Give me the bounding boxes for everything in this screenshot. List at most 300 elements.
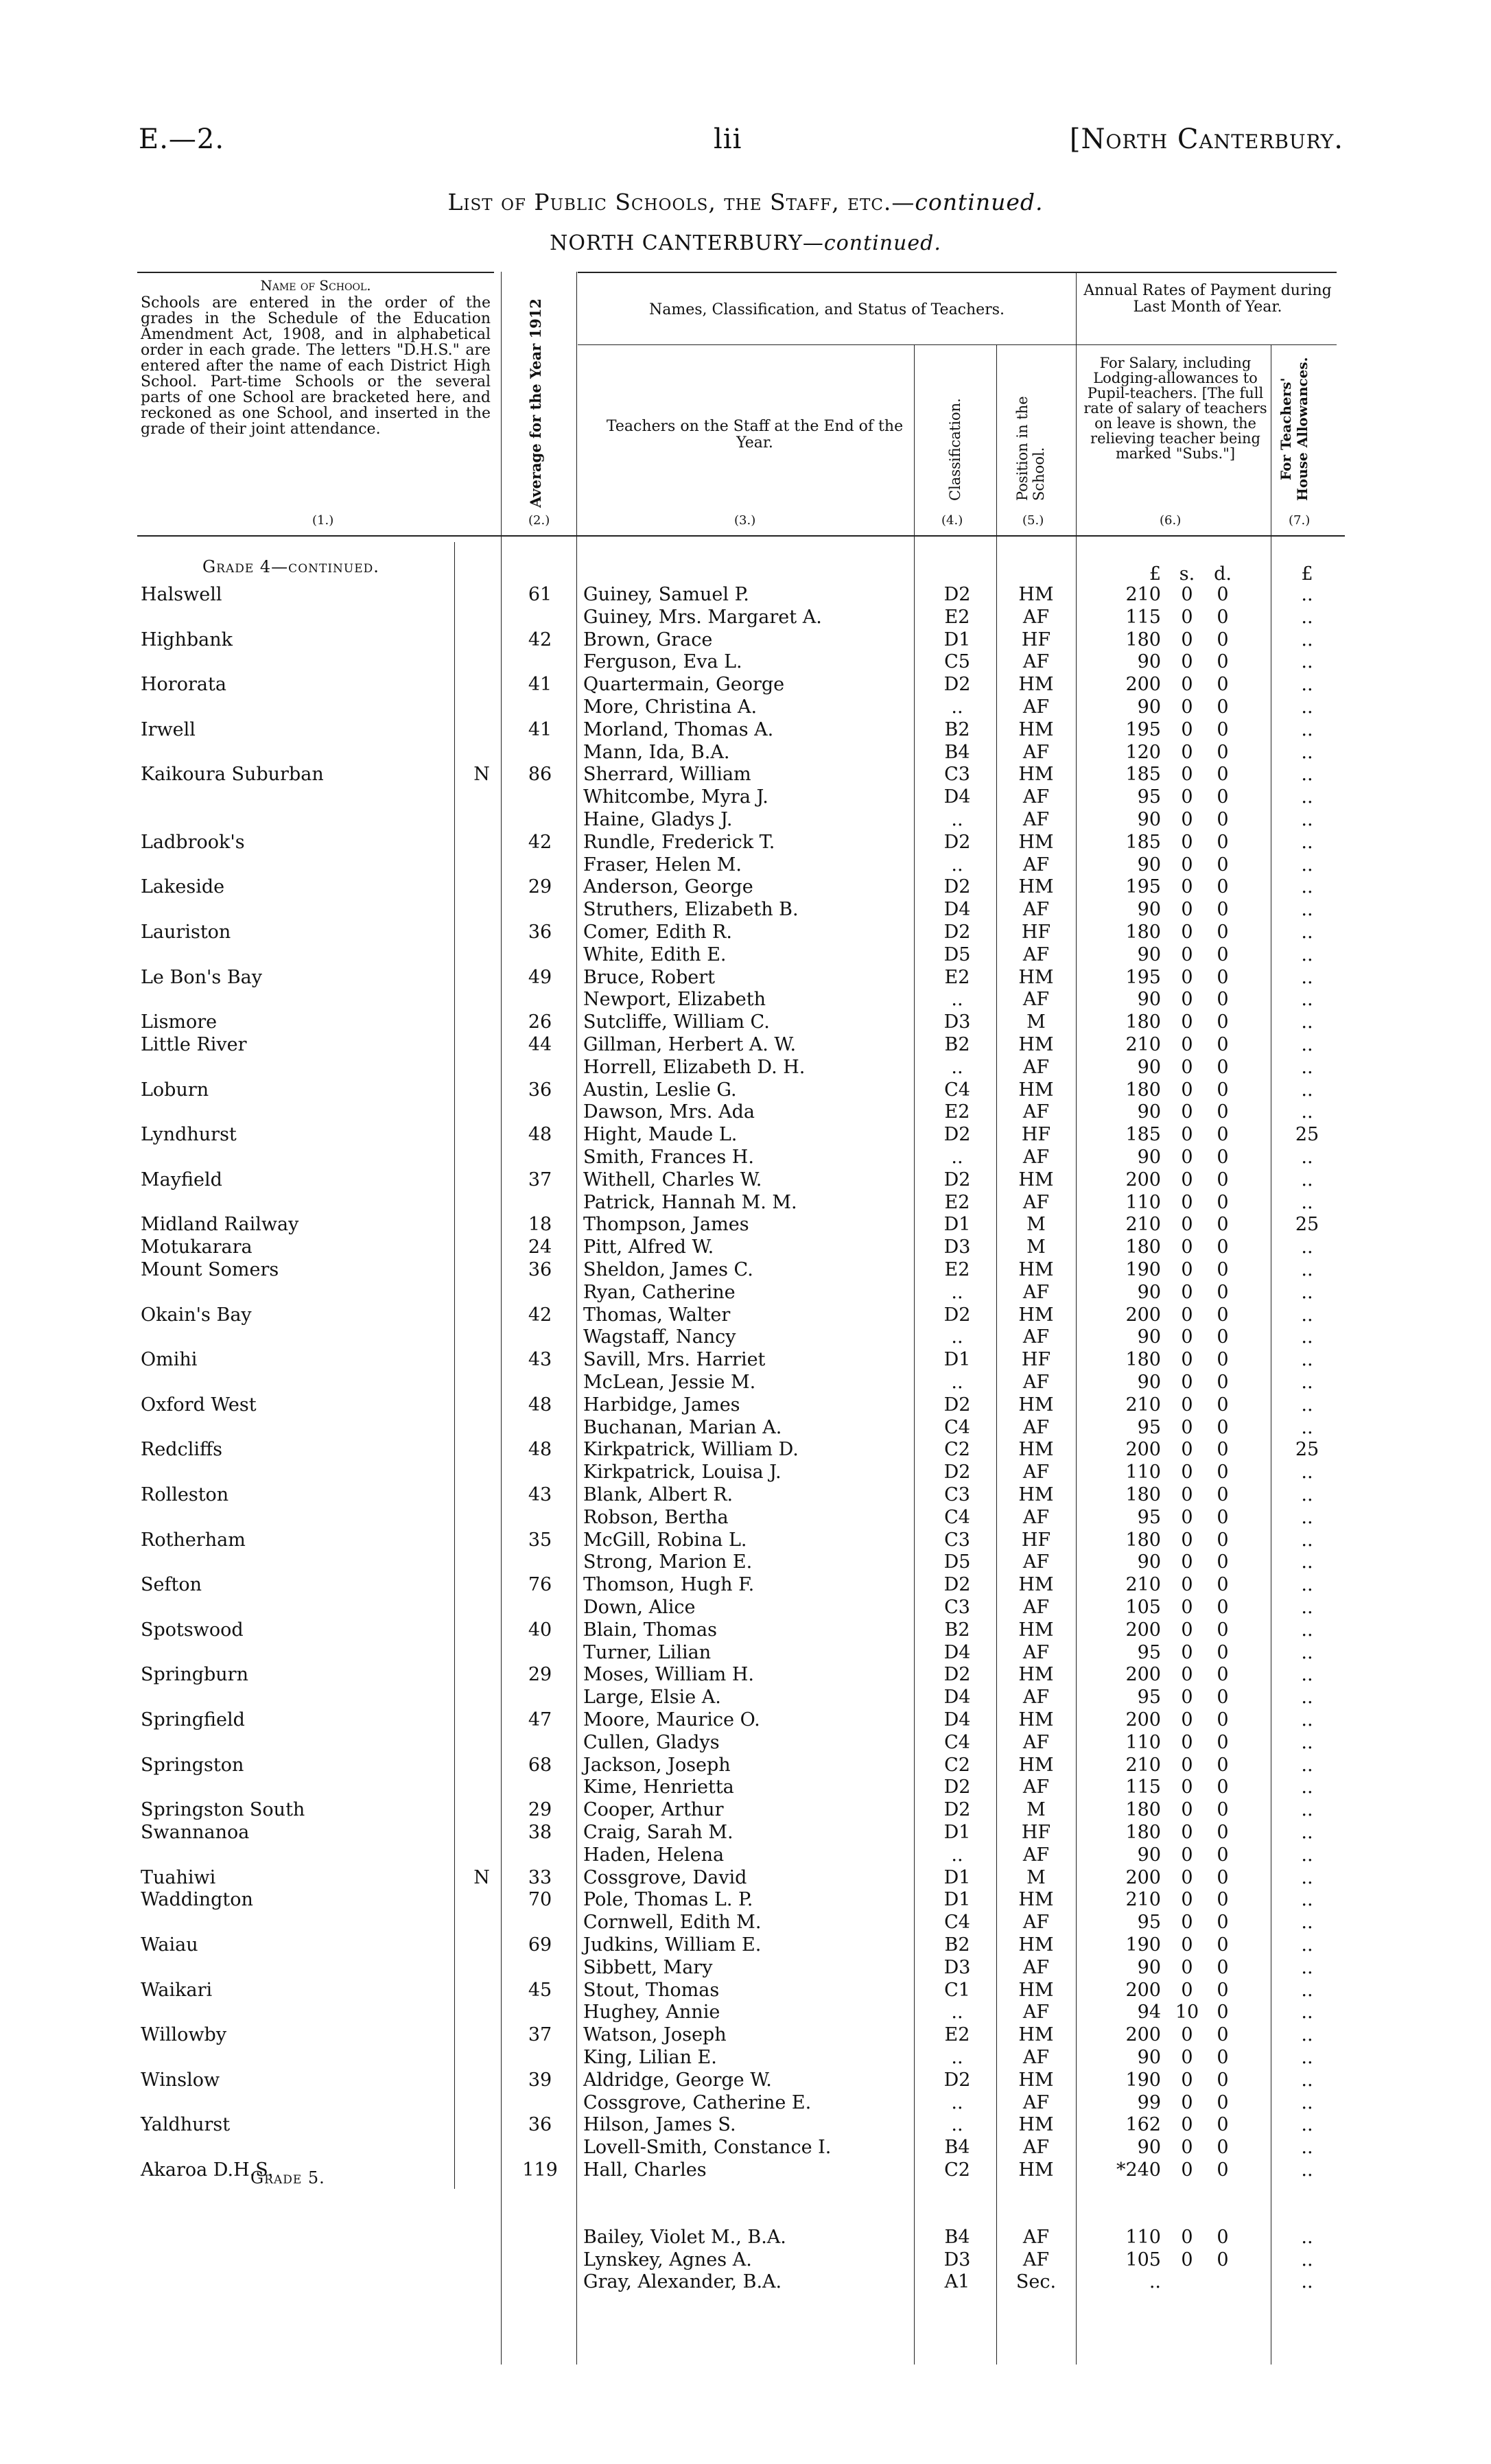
house-allowance: .. [1301,2024,1313,2046]
table-row [0,741,1491,764]
teacher-name: Cooper, Arthur [583,1799,724,1821]
average-attendance: 44 [528,1034,552,1055]
position: AF [1022,1597,1050,1618]
classification: D4 [943,1709,971,1730]
average-attendance: 41 [528,674,552,696]
page-title-cont: continued. [915,189,1044,215]
classification: D3 [943,1236,971,1258]
salary-pounds: 210 [1125,1574,1161,1596]
position: HM [1018,1664,1054,1686]
salary-pence: 0 [1217,1709,1229,1730]
classification: E2 [944,966,970,988]
salary-pence: 0 [1217,1597,1229,1618]
salary-shillings: 0 [1181,1799,1193,1821]
salary-pence: 0 [1217,1664,1229,1686]
house-allowance: .. [1301,2114,1313,2136]
position: HM [1018,1934,1054,1956]
salary-pounds: 110 [1125,1731,1161,1753]
teacher-name: Comer, Edith R. [583,922,732,943]
average-attendance: 42 [528,629,552,650]
salary-shillings: 0 [1181,1416,1193,1438]
table-row [0,1866,1491,1889]
salary-shillings: 0 [1181,1147,1193,1168]
average-attendance: 36 [528,1259,552,1280]
teacher-name: McLean, Jessie M. [583,1372,756,1393]
table-row [0,831,1491,854]
page-number: lii [714,124,742,155]
position: HF [1021,1349,1051,1371]
average-attendance: 33 [528,1866,552,1888]
classification: .. [951,989,963,1011]
salary-pounds: 90 [1137,899,1161,921]
salary-pounds: 105 [1125,1597,1161,1618]
classification: .. [951,2091,963,2113]
house-allowance: .. [1301,741,1313,763]
table-row [0,1686,1491,1709]
teacher-name: Gray, Alexander, B.A. [583,2271,782,2293]
teacher-name: Cossgrove, Catherine E. [583,2091,812,2113]
table-row [0,2091,1491,2114]
table-row [0,1011,1491,1033]
salary-pounds: 90 [1137,1844,1161,1866]
teacher-name: Kirkpatrick, Louisa J. [583,1462,782,1483]
salary-pounds: 210 [1125,1034,1161,1055]
house-allowance: .. [1301,809,1313,830]
house-allowance: .. [1301,922,1313,943]
house-allowance: .. [1301,1394,1313,1416]
salary-pence: 0 [1217,1754,1229,1776]
average-attendance: 69 [528,1934,552,1956]
salary-pence: 0 [1217,1934,1229,1956]
salary-shillings: 0 [1181,1101,1193,1123]
teacher-name: Dawson, Mrs. Ada [583,1101,755,1123]
average-attendance: 70 [528,1889,552,1911]
salary-pence: 0 [1217,674,1229,696]
table-row [0,921,1491,943]
teacher-name: Sibbett, Mary [583,1956,713,1978]
table-row [0,854,1491,876]
average-attendance: 47 [528,1709,552,1730]
grade-5-heading: Grade 5. [250,2168,325,2187]
table-row [0,1821,1491,1844]
salary-pence: 0 [1217,696,1229,718]
table-row [0,1123,1491,1146]
salary-shillings: 0 [1181,1597,1193,1618]
salary-pounds: 185 [1125,764,1161,786]
average-attendance: 48 [528,1394,552,1416]
house-allowance: .. [1301,606,1313,628]
name-of-school-title: Name of School. [260,277,371,294]
school-name: Irwell [141,718,196,740]
teacher-name: Kirkpatrick, William D. [583,1439,799,1461]
average-attendance: 37 [528,1169,552,1190]
position: AF [1022,1687,1050,1709]
house-allowance: .. [1301,1529,1313,1551]
salary-shillings: 0 [1181,1754,1193,1776]
position: AF [1022,651,1050,673]
position: AF [1022,2137,1050,2159]
salary-pence: 0 [1217,1214,1229,1236]
teacher-name: Sutcliffe, William C. [583,1011,770,1033]
position: AF [1022,2002,1050,2023]
salary-shillings: 0 [1181,876,1193,898]
school-name: Redcliffs [141,1439,223,1461]
salary-pounds: 120 [1125,741,1161,763]
house-allowance: .. [1301,1979,1313,2001]
school-name: Mount Somers [141,1259,279,1280]
teacher-name: Moses, William H. [583,1664,754,1686]
house-allowance: .. [1301,2159,1313,2181]
average-attendance: 35 [528,1529,552,1551]
classification: D2 [943,2069,971,2091]
salary-shillings: 0 [1181,1394,1193,1416]
classification: C2 [944,2159,970,2181]
position: HM [1018,876,1054,898]
position: AF [1022,606,1050,628]
teacher-name: Bruce, Robert [583,966,716,988]
house-allowance: 25 [1295,1439,1319,1461]
classification: .. [951,1844,963,1866]
average-attendance: 36 [528,2114,552,2136]
table-row [0,1979,1491,2002]
teacher-name: Anderson, George [583,876,753,898]
salary-pence: 0 [1217,1731,1229,1753]
salary-pounds: 180 [1125,1011,1161,1033]
position: HF [1021,629,1051,650]
classification: D2 [943,674,971,696]
position: AF [1022,1844,1050,1866]
salary-shillings: 0 [1181,606,1193,628]
classification: .. [951,1281,963,1303]
house-allowance: .. [1301,1034,1313,1055]
salary-pence: 0 [1217,989,1229,1011]
salary-shillings: 0 [1181,1372,1193,1393]
school-name: Kaikoura Suburban [141,764,324,786]
col-number-4: (4.) [941,513,963,528]
classification: D3 [943,1956,971,1978]
salary-shillings: 0 [1181,584,1193,605]
table-row [0,1213,1491,1236]
salary-shillings: 0 [1181,1889,1193,1911]
salary-shillings: 0 [1181,899,1193,921]
salary-pence: 0 [1217,606,1229,628]
salary-pounds: 90 [1137,1101,1161,1123]
salary-pounds: 90 [1137,1281,1161,1303]
teacher-name: Blain, Thomas [583,1619,717,1641]
position-header: Position in the School. [1014,396,1047,501]
house-allowance: .. [1301,674,1313,696]
table-row [0,1844,1491,1866]
house-allowance: .. [1301,1484,1313,1505]
position: Sec. [1015,2271,1057,2293]
classification: B2 [944,718,970,740]
school-name: Lyndhurst [141,1124,237,1146]
position: HM [1018,1889,1054,1911]
table-row [0,1461,1491,1483]
teacher-name: Smith, Frances H. [583,1147,754,1168]
salary-pence: 0 [1217,1079,1229,1101]
house-allowance: .. [1301,1866,1313,1888]
unit-shillings: s. [1179,563,1195,585]
house-allowance: .. [1301,1641,1313,1663]
average-attendance: 41 [528,718,552,740]
salary-pounds: 200 [1125,1664,1161,1686]
classification: D2 [943,922,971,943]
salary-shillings: 0 [1181,1236,1193,1258]
salary-pence: 0 [1217,2024,1229,2046]
table-row [0,1101,1491,1123]
house-allowance: .. [1301,1056,1313,1078]
col-number-7: (7.) [1289,513,1311,528]
salary-pence: 0 [1217,2159,1229,2181]
table-row [0,1731,1491,1754]
position: AF [1022,2226,1050,2248]
salary-shillings: 0 [1181,1079,1193,1101]
teacher-name: Craig, Sarah M. [583,1822,733,1843]
school-name: Oxford West [141,1394,257,1416]
position: AF [1022,1776,1050,1798]
salary-pence: 0 [1217,786,1229,808]
house-allowance: .. [1301,718,1313,740]
school-name: Motukarara [141,1236,253,1258]
salary-shillings: 0 [1181,2226,1193,2248]
table-row [0,1798,1491,1821]
salary-shillings: 0 [1181,718,1193,740]
salary-pounds: 180 [1125,1349,1161,1371]
table-row [0,2159,1491,2181]
position: HM [1018,674,1054,696]
classification: E2 [944,1191,970,1213]
teacher-name: More, Christina A. [583,696,758,718]
salary-pence: 0 [1217,1124,1229,1146]
salary-shillings: 0 [1181,1664,1193,1686]
salary-shillings: 0 [1181,1822,1193,1843]
position: AF [1022,1731,1050,1753]
header-rule-teachers-mid [578,344,1076,345]
salary-pounds: 190 [1125,2069,1161,2091]
table-row [0,2113,1491,2136]
teacher-name: Patrick, Hannah M. M. [583,1191,797,1213]
position: HF [1021,1124,1051,1146]
average-attendance: 42 [528,831,552,853]
salary-shillings: 0 [1181,1124,1193,1146]
classification: D1 [943,1349,971,1371]
table-row [0,1529,1491,1551]
classification: C5 [944,651,970,673]
position: HM [1018,584,1054,605]
school-name: Hororata [141,674,226,696]
classification: D1 [943,1866,971,1888]
average-attendance: 29 [528,876,552,898]
average-attendance: 45 [528,1979,552,2001]
salary-pence: 0 [1217,2226,1229,2248]
school-name: Rotherham [141,1529,246,1551]
house-allowance: .. [1301,629,1313,650]
salary-pence: 0 [1217,1979,1229,2001]
page-title [0,189,1491,215]
teacher-name: Quartermain, George [583,674,785,696]
teacher-name: Austin, Leslie G. [583,1079,737,1101]
house-allowance: .. [1301,2047,1313,2068]
header-rule-rates-top [1076,272,1337,273]
salary-pence: 0 [1217,2091,1229,2113]
part-time-mark: N [473,764,490,786]
position: HM [1018,718,1054,740]
salary-pounds: 200 [1125,674,1161,696]
salary-pounds: 180 [1125,1484,1161,1505]
salary-pounds: 110 [1125,2226,1161,2248]
salary-shillings: 0 [1181,674,1193,696]
teacher-name: Guiney, Mrs. Margaret A. [583,606,822,628]
table-row [0,2136,1491,2159]
teacher-name: Strong, Marion E. [583,1551,753,1573]
salary-shillings: 0 [1181,1326,1193,1348]
school-name: Midland Railway [141,1214,299,1236]
table-row [0,2226,1491,2249]
teacher-name: Jackson, Joseph [583,1754,731,1776]
name-of-school-note: Schools are entered in the order of the grades in the Schedule of the Education Amendment Act, 1908, and in alphabetical order in each grade. The letters "D.H.S." are entered after the name of each District High School. Part-time Schools or the several parts of one School are bracketed here, and reckoned as one School, and inserted in the grade of their joint attendance. [141,294,491,438]
salary-shillings: 0 [1181,2114,1193,2136]
average-attendance: 48 [528,1124,552,1146]
salary-pounds: 210 [1125,1889,1161,1911]
salary-pence: 0 [1217,1416,1229,1438]
teacher-name: Lovell-Smith, Constance I. [583,2137,832,2159]
part-time-mark: N [473,1866,490,1888]
salary-pounds: 195 [1125,876,1161,898]
house-allowance: .. [1301,1687,1313,1709]
table-row [0,629,1491,651]
table-row [0,1146,1491,1169]
house-allowance: .. [1301,1776,1313,1798]
average-attendance: 29 [528,1664,552,1686]
teacher-name: Sheldon, James C. [583,1259,753,1280]
salary-pounds: 210 [1125,584,1161,605]
salary-shillings: 0 [1181,1259,1193,1280]
salary-pounds: 200 [1125,1169,1161,1190]
salary-shillings: 0 [1181,922,1193,943]
table-row [0,1371,1491,1394]
house-allowance: .. [1301,1147,1313,1168]
table-row [0,1416,1491,1439]
table-row [0,1191,1491,1214]
position: HM [1018,1169,1054,1190]
teacher-name: Haden, Helena [583,1844,725,1866]
teacher-name: Gillman, Herbert A. W. [583,1034,797,1055]
salary-shillings: 0 [1181,1484,1193,1505]
school-name: Little River [141,1034,247,1055]
house-allowance: .. [1301,899,1313,921]
salary-shillings: 0 [1181,1304,1193,1326]
salary-shillings: 0 [1181,786,1193,808]
salary-pence: 0 [1217,584,1229,605]
salary-pounds: 95 [1137,1912,1161,1934]
position: AF [1022,1281,1050,1303]
classification: D2 [943,584,971,605]
salary-pounds: 95 [1137,1416,1161,1438]
salary-pence: 0 [1217,966,1229,988]
salary-pounds: 185 [1125,831,1161,853]
house-allowance: .. [1301,2271,1313,2293]
classification: D4 [943,1641,971,1663]
col-number-3: (3.) [734,513,756,528]
salary-pounds: *240 [1116,2159,1161,2181]
salary-pounds: 90 [1137,943,1161,965]
table-row [0,650,1491,673]
position: AF [1022,854,1050,876]
salary-pence: 0 [1217,854,1229,876]
house-allowance: .. [1301,764,1313,786]
teacher-name: Struthers, Elizabeth B. [583,899,799,921]
salary-pounds: 90 [1137,1147,1161,1168]
salary-shillings: 0 [1181,1866,1193,1888]
salary-pence: 0 [1217,1259,1229,1280]
salary-shillings: 0 [1181,809,1193,830]
salary-shillings: 0 [1181,2159,1193,2181]
teacher-name: Newport, Elizabeth [583,989,766,1011]
salary-pence: 0 [1217,1484,1229,1505]
house-allowance: .. [1301,1754,1313,1776]
house-allowance: .. [1301,876,1313,898]
classification: D3 [943,2249,971,2271]
school-name: Omihi [141,1349,198,1371]
salary-pounds: 90 [1137,1956,1161,1978]
position: AF [1022,2091,1050,2113]
table-row [0,1888,1491,1911]
table-row [0,2001,1491,2023]
salary-pence: 0 [1217,1551,1229,1573]
salary-pounds: 200 [1125,2024,1161,2046]
classification: D4 [943,786,971,808]
classification: D2 [943,876,971,898]
salary-pence: 0 [1217,876,1229,898]
col-number-6: (6.) [1160,513,1182,528]
salary-pounds: .. [1149,2271,1161,2293]
teacher-name: Watson, Joseph [583,2024,727,2046]
salary-shillings: 0 [1181,831,1193,853]
salary-shillings: 0 [1181,741,1193,763]
house-allowance: 25 [1295,1214,1319,1236]
salary-shillings: 0 [1181,2069,1193,2091]
house-allowance: .. [1301,1416,1313,1438]
salary-pence: 0 [1217,1394,1229,1416]
position: AF [1022,1056,1050,1078]
table-row [0,898,1491,921]
position: AF [1022,1506,1050,1528]
teacher-name: Pole, Thomas L. P. [583,1889,753,1911]
table-row [0,786,1491,808]
teacher-name: Haine, Gladys J. [583,809,733,830]
teacher-name: Withell, Charles W. [583,1169,762,1190]
salary-pence: 0 [1217,629,1229,650]
table-row [0,1326,1491,1348]
school-name: Yaldhurst [141,2114,231,2136]
salary-pence: 0 [1217,2249,1229,2271]
salary-shillings: 0 [1181,696,1193,718]
classification: .. [951,2114,963,2136]
table-row [0,1619,1491,1641]
house-allowance: .. [1301,1304,1313,1326]
average-attendance: 42 [528,1304,552,1326]
salary-pounds: 115 [1125,1776,1161,1798]
salary-pence: 0 [1217,1236,1229,1258]
teacher-name: Judkins, William E. [583,1934,762,1956]
salary-pounds: 90 [1137,854,1161,876]
classification: D2 [943,1799,971,1821]
teacher-name: Large, Elsie A. [583,1687,721,1709]
table-row [0,1596,1491,1619]
house-allowance: .. [1301,1011,1313,1033]
position: AF [1022,809,1050,830]
